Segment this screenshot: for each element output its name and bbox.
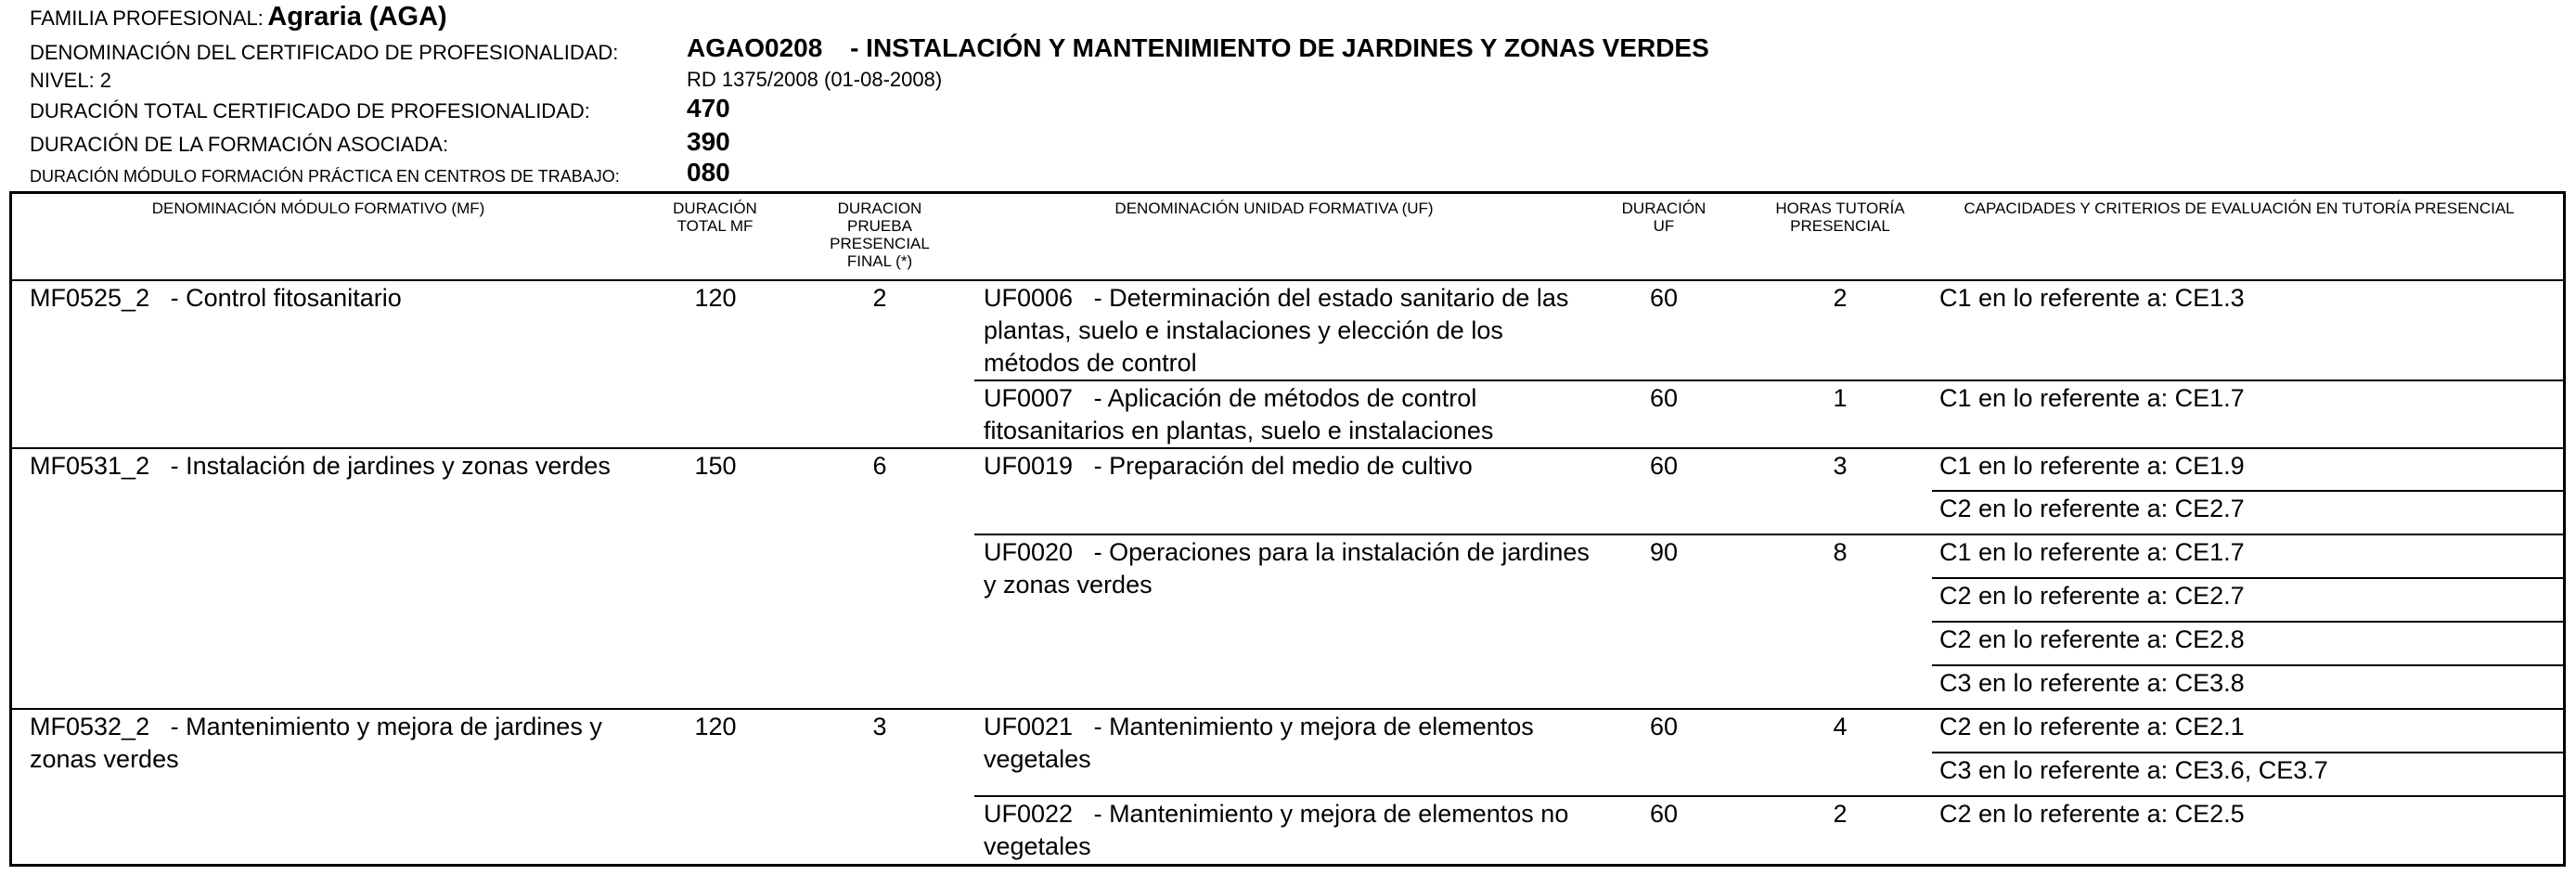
uf-duration: 90 (1649, 538, 1679, 566)
total-duration-value: 470 (687, 94, 730, 122)
uf-tutoria: 2 (1833, 284, 1848, 312)
nivel-label: NIVEL: 2 (30, 69, 112, 92)
rd-reference: RD 1375/2008 (01-08-2008) (687, 68, 943, 91)
uf-name: UF0021 - Mantenimiento y mejora de elementos vegetales (984, 713, 1534, 773)
formacion-duration-label: DURACIÓN DE LA FORMACIÓN ASOCIADA: (30, 133, 449, 156)
module-name: MF0531_2 - Instalación de jardines y zonas verdes (30, 452, 611, 480)
uf-duration: 60 (1649, 800, 1679, 828)
total-duration-label: DURACIÓN TOTAL CERTIFICADO DE PROFESIONALIDAD: (30, 99, 590, 122)
uf-tutoria: 8 (1833, 538, 1848, 566)
capacidad-item: C2 en lo referente a: CE2.1 (1939, 713, 2245, 740)
capacidad-item: C2 en lo referente a: CE2.8 (1939, 625, 2245, 653)
capacidad-item: C1 en lo referente a: CE1.7 (1939, 538, 2245, 566)
uf-duration: 60 (1649, 452, 1679, 480)
capacidad-divider (1932, 621, 2563, 623)
capacidad-item: C1 en lo referente a: CE1.7 (1939, 384, 2245, 412)
uf-divider (974, 380, 2563, 381)
module-prueba: 3 (872, 713, 887, 740)
capacidad-divider (1932, 752, 2563, 753)
uf-tutoria: 1 (1833, 384, 1848, 412)
practica-duration-value: 080 (687, 158, 730, 187)
module-name: MF0532_2 - Mantenimiento y mejora de jardines y zonas verdes (30, 713, 602, 773)
uf-tutoria: 4 (1833, 713, 1848, 740)
capacidad-item: C3 en lo referente a: CE3.8 (1939, 669, 2245, 697)
capacidad-item: C1 en lo referente a: CE1.3 (1939, 284, 2245, 312)
module-duration: 120 (694, 713, 737, 740)
uf-name: UF0019 - Preparación del medio de cultivo (984, 452, 1473, 480)
col-header-uf: DENOMINACIÓN UNIDAD FORMATIVA (UF) (1114, 199, 1434, 217)
module-duration: 150 (694, 452, 737, 480)
uf-name: UF0020 - Operaciones para la instalación de jardines y zonas verdes (984, 538, 1590, 598)
uf-duration: 60 (1649, 713, 1679, 740)
family-value: Agraria (AGA) (267, 2, 447, 32)
module-prueba: 2 (872, 284, 887, 312)
capacidad-item: C2 en lo referente a: CE2.7 (1939, 582, 2245, 610)
col-header-capacidades: CAPACIDADES Y CRITERIOS DE EVALUACIÓN EN TUTORÍA PRESENCIAL (1964, 199, 2515, 217)
capacidad-item: C2 en lo referente a: CE2.7 (1939, 495, 2245, 522)
family-line (30, 2, 447, 32)
capacidad-divider (1932, 490, 2563, 492)
col-header-duracion-mf: DURACIÓN TOTAL MF (673, 199, 757, 235)
capacidad-item: C1 en lo referente a: CE1.9 (1939, 452, 2245, 480)
module-duration: 120 (694, 284, 737, 312)
uf-duration: 60 (1649, 384, 1679, 412)
capacidad-item: C2 en lo referente a: CE2.5 (1939, 800, 2245, 828)
uf-tutoria: 3 (1833, 452, 1848, 480)
formacion-duration-value: 390 (687, 127, 730, 156)
uf-name: UF0007 - Aplicación de métodos de control fitosanitarios en plantas, suelo e instalaciones (984, 384, 1494, 444)
capacidad-divider (1932, 664, 2563, 666)
module-divider (12, 708, 2563, 710)
certificate-title (687, 33, 1709, 63)
capacidad-divider (1932, 577, 2563, 579)
practica-duration-label: DURACIÓN MÓDULO FORMACIÓN PRÁCTICA EN CENTROS DE TRABAJO: (30, 167, 620, 186)
module-prueba: 6 (872, 452, 887, 480)
uf-name: UF0022 - Mantenimiento y mejora de elementos no vegetales (984, 800, 1569, 860)
family-label: FAMILIA PROFESIONAL: (30, 6, 264, 30)
uf-tutoria: 2 (1833, 800, 1848, 828)
uf-divider (974, 795, 2563, 797)
module-divider (12, 447, 2563, 449)
denominacion-label: DENOMINACIÓN DEL CERTIFICADO DE PROFESIONALIDAD: (30, 41, 619, 64)
uf-duration: 60 (1649, 284, 1679, 312)
certificate-code: AGAO0208 (687, 33, 823, 62)
module-name: MF0525_2 - Control fitosanitario (30, 284, 402, 312)
modules-table (9, 191, 2566, 867)
col-header-prueba: DURACION PRUEBA PRESENCIAL FINAL (*) (830, 199, 930, 270)
header-divider (12, 279, 2563, 281)
uf-divider (974, 534, 2563, 535)
uf-name: UF0006 - Determinación del estado sanitario de las plantas, suelo e instalaciones y elección de los métodos de control (984, 284, 1569, 377)
certificate-name: - INSTALACIÓN Y MANTENIMIENTO DE JARDINES Y ZONAS VERDES (850, 33, 1709, 62)
capacidad-item: C3 en lo referente a: CE3.6, CE3.7 (1939, 756, 2328, 784)
col-header-tutoria: HORAS TUTORÍA PRESENCIAL (1775, 199, 1905, 235)
col-header-mf: DENOMINACIÓN MÓDULO FORMATIVO (MF) (151, 199, 485, 217)
col-header-duracion-uf: DURACIÓN UF (1621, 199, 1707, 235)
